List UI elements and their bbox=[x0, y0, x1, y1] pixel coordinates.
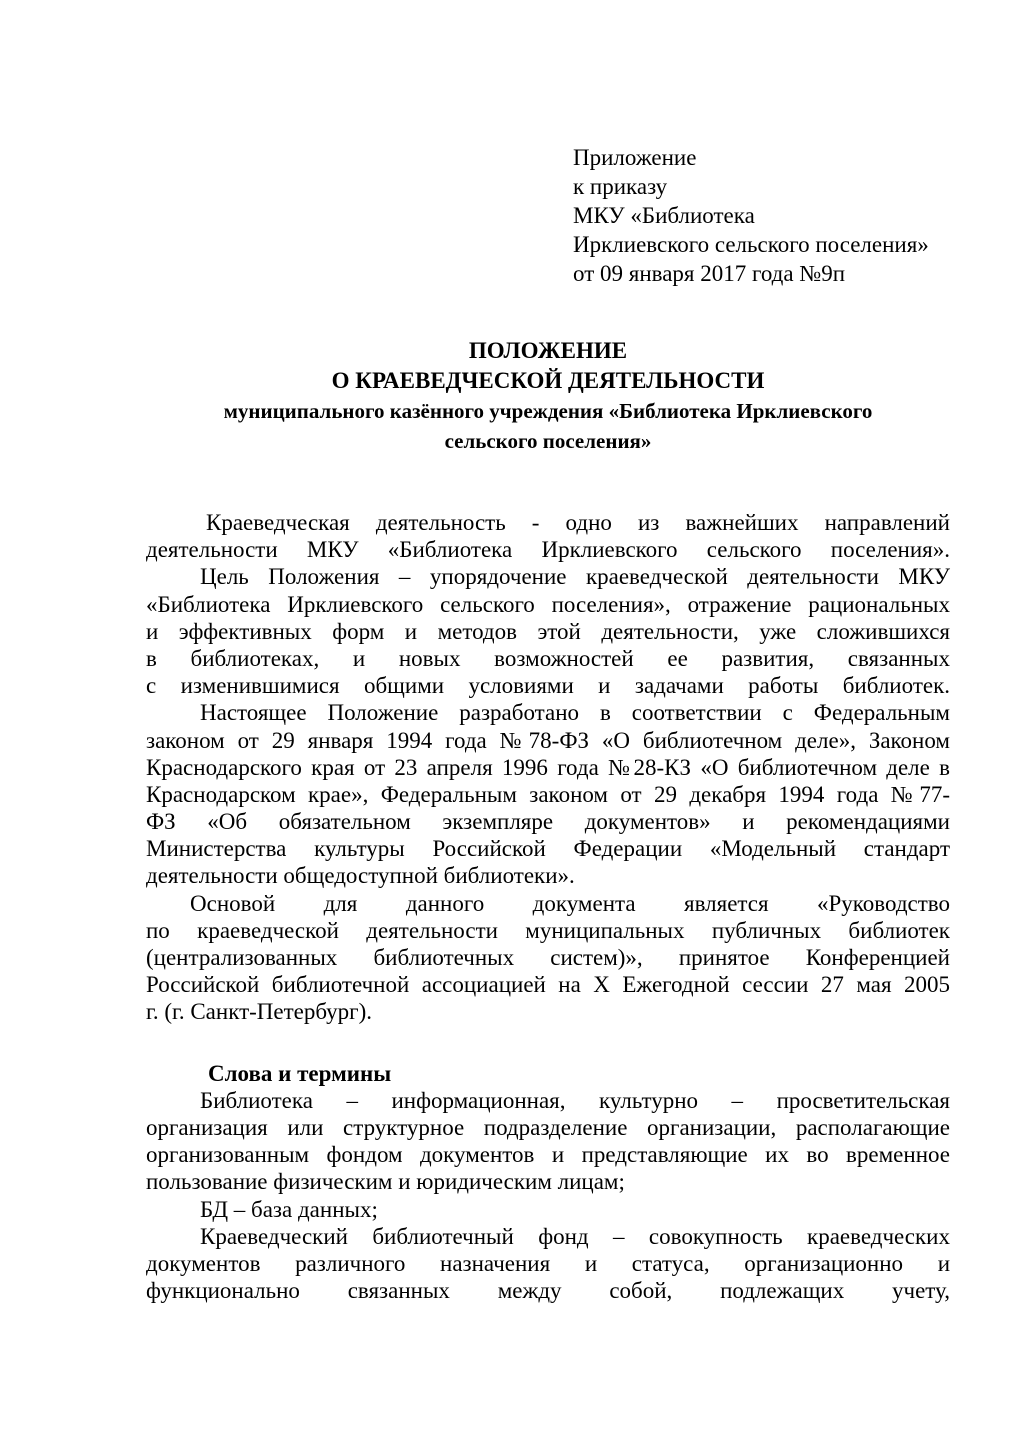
text-line: Основой для данного документа является «Руководство bbox=[190, 890, 950, 916]
text-line: ФЗ «Об обязательном экземпляре документов» и рекомендациями bbox=[146, 809, 950, 835]
text-line: (централизованных библиотечных систем)», принятое Конференцией bbox=[146, 945, 950, 970]
text-line: БД – база данных; bbox=[200, 1196, 378, 1222]
appendix-line: от 09 января 2017 года №9п bbox=[573, 261, 846, 286]
text-line: с изменившимися общими условиями и задачами работы библиотек. bbox=[146, 673, 950, 699]
text-line: Краснодарском крае», Федеральным законом от 29 декабря 1994 года №77- bbox=[146, 781, 950, 807]
text-line: и эффективных форм и методов этой деятельности, уже сложившихся bbox=[146, 618, 950, 644]
text-line: законом от 29 января 1994 года №78-ФЗ «О библиотечном деле», Законом bbox=[146, 727, 950, 753]
paragraph-foundation bbox=[146, 890, 950, 1026]
appendix-line: Приложение bbox=[573, 145, 697, 170]
text-line: Краснодарского края от 23 апреля 1996 года №28-КЗ «О библиотечном деле в bbox=[146, 754, 950, 780]
definition-library bbox=[146, 1087, 950, 1196]
paragraph-legal-basis bbox=[146, 699, 950, 889]
text-line: Библиотека – информационная, культурно – просветительская bbox=[200, 1087, 950, 1113]
definition-local-fund bbox=[146, 1223, 950, 1305]
text-line: деятельности общедоступной библиотеки». bbox=[146, 863, 575, 889]
text-line: функционально связанных между собой, подлежащих учету, bbox=[146, 1278, 950, 1304]
title-line: ПОЛОЖЕНИЕ bbox=[468, 338, 628, 363]
text-line: пользование физическим и юридическим лицам; bbox=[146, 1169, 625, 1195]
text-line: Краеведческий библиотечный фонд – совокупность краеведческих bbox=[200, 1223, 950, 1249]
text-line: организованным фондом документов и представляющие их во временное bbox=[146, 1142, 950, 1168]
text-line: Цель Положения – упорядочение краеведческой деятельности МКУ bbox=[200, 564, 950, 590]
text-line: «Библиотека Ирклиевского сельского поселения», отражение рациональных bbox=[146, 591, 950, 617]
document-body bbox=[146, 509, 950, 1304]
subtitle-line: муниципального казённого учреждения «Библиотека Ирклиевского bbox=[223, 399, 873, 423]
section-heading: Слова и термины bbox=[208, 1060, 392, 1086]
text-line: Настоящее Положение разработано в соответствии с Федеральным bbox=[200, 700, 950, 726]
subtitle-line: сельского поселения» bbox=[444, 429, 652, 453]
text-line: Российской библиотечной ассоциацией на Х Ежегодной сессии 27 мая 2005 bbox=[146, 972, 950, 998]
appendix-line: МКУ «Библиотека bbox=[573, 203, 755, 228]
document-title bbox=[146, 336, 950, 456]
text-line: в библиотеках, и новых возможностей ее развития, связанных bbox=[146, 645, 950, 671]
text-line: г. (г. Санкт-Петербург). bbox=[146, 999, 373, 1025]
paragraph-goal bbox=[146, 563, 950, 699]
title-line: О КРАЕВЕДЧЕСКОЙ ДЕЯТЕЛЬНОСТИ bbox=[331, 368, 765, 393]
text-line: Министерства культуры Российской Федерации «Модельный стандарт bbox=[146, 836, 950, 862]
spacer bbox=[146, 1026, 950, 1060]
text-line: по краеведческой деятельности муниципальных публичных библиотек bbox=[146, 917, 950, 943]
appendix-header bbox=[573, 143, 993, 288]
text-line: организация или структурное подразделение организации, располагающие bbox=[146, 1114, 950, 1140]
text-line: Краеведческая деятельность - одно из важнейших направлений bbox=[206, 510, 950, 535]
text-line: деятельности МКУ «Библиотека Ирклиевского сельского поселения». bbox=[146, 537, 950, 563]
appendix-line: к приказу bbox=[573, 174, 668, 199]
paragraph-intro bbox=[146, 509, 950, 563]
appendix-line: Ирклиевского сельского поселения» bbox=[573, 232, 929, 257]
definition-db bbox=[146, 1196, 950, 1223]
text-line: документов различного назначения и статуса, организационно и bbox=[146, 1250, 950, 1276]
